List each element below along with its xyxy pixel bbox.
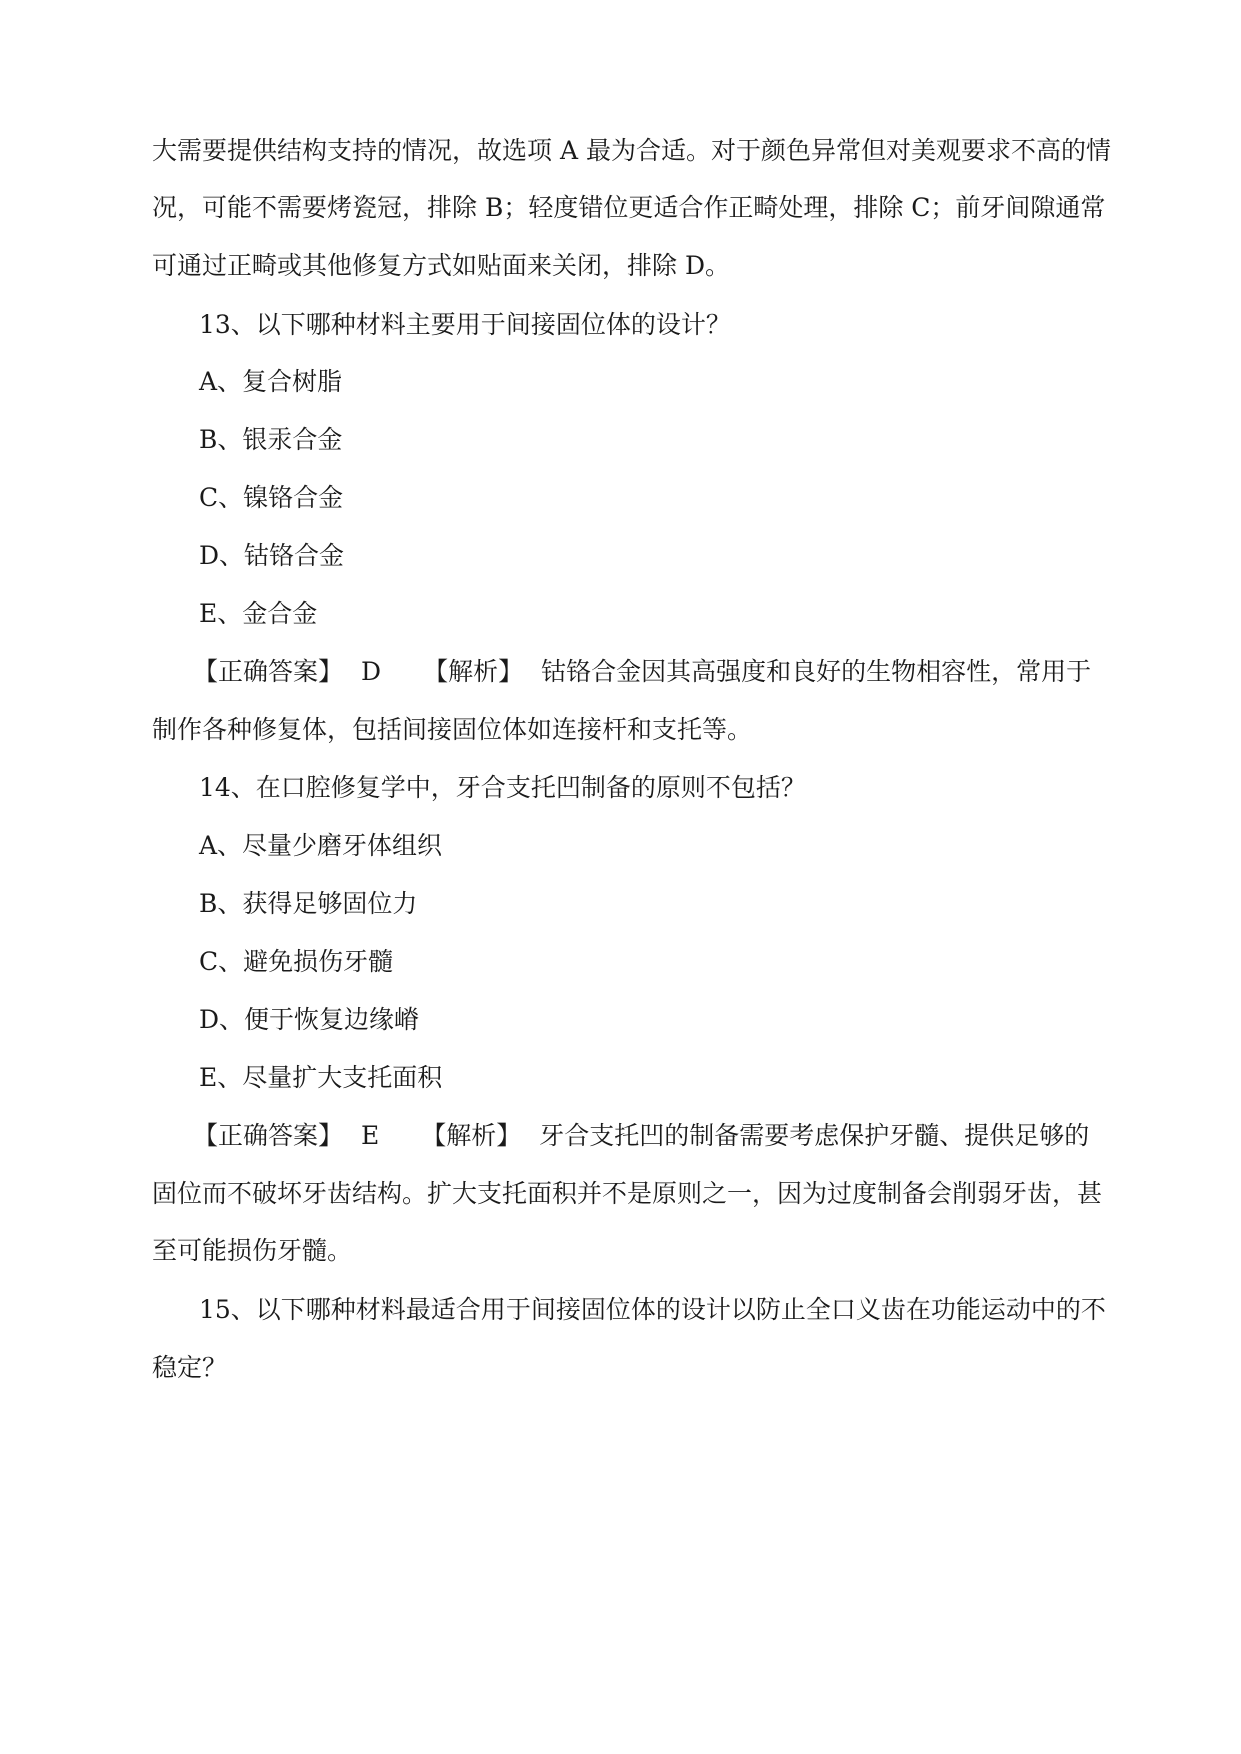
q13-option-a: A、复合树脂 [199, 367, 343, 396]
q13-answer-row [193, 657, 1091, 687]
q13-answer-value: D [361, 657, 382, 686]
q14-option-a: A、尽量少磨牙体组织 [199, 831, 443, 860]
q14-option-c: C、避免损伤牙髓 [199, 947, 394, 976]
q14-answer-label: 【正确答案】 [193, 1121, 344, 1150]
q14-option-e: E、尽量扩大支托面积 [199, 1063, 443, 1092]
q13-option-d: D、钴铬合金 [199, 541, 345, 570]
q14-answer-value: E [361, 1121, 380, 1150]
q13-analysis-line-1: 钴铬合金因其高强度和良好的生物相容性，常用于 [541, 657, 1092, 686]
q14-question: 14、在口腔修复学中，牙合支托凹制备的原则不包括？ [199, 773, 806, 802]
q12-explanation-line-2: 况，可能不需要烤瓷冠，排除 B；轻度错位更适合作正畸处理，排除 C；前牙间隙通常 [152, 193, 1106, 222]
q13-analysis-label: 【解析】 [423, 657, 524, 686]
q14-option-d: D、便于恢复边缘嵴 [199, 1005, 420, 1034]
q13-answer-label: 【正确答案】 [193, 657, 344, 686]
q13-question: 13、以下哪种材料主要用于间接固位体的设计？ [199, 310, 731, 339]
q14-analysis-label: 【解析】 [421, 1121, 522, 1150]
q15-question-line-1: 15、以下哪种材料最适合用于间接固位体的设计以防止全口义齿在功能运动中的不 [199, 1295, 1106, 1324]
q14-analysis-line-2: 固位而不破坏牙齿结构。扩大支托面积并不是原则之一，因为过度制备会削弱牙齿，甚 [152, 1179, 1103, 1208]
q13-option-c: C、镍铬合金 [199, 483, 344, 512]
q12-explanation-line-1: 大需要提供结构支持的情况，故选项 A 最为合适。对于颜色异常但对美观要求不高的情 [152, 136, 1111, 165]
q15-question-line-2: 稳定？ [152, 1353, 228, 1382]
q13-option-e: E、金合金 [199, 599, 318, 628]
q13-analysis-line-2: 制作各种修复体，包括间接固位体如连接杆和支托等。 [152, 715, 753, 744]
q14-option-b: B、获得足够固位力 [199, 889, 418, 918]
q13-option-b: B、银汞合金 [199, 425, 343, 454]
q14-answer-row [193, 1121, 1089, 1151]
q14-analysis-line-1: 牙合支托凹的制备需要考虑保护牙髓、提供足够的 [539, 1121, 1090, 1150]
q14-analysis-line-3: 至可能损伤牙髓。 [152, 1236, 353, 1265]
q12-explanation-line-3: 可通过正畸或其他修复方式如贴面来关闭，排除 D。 [152, 251, 730, 280]
